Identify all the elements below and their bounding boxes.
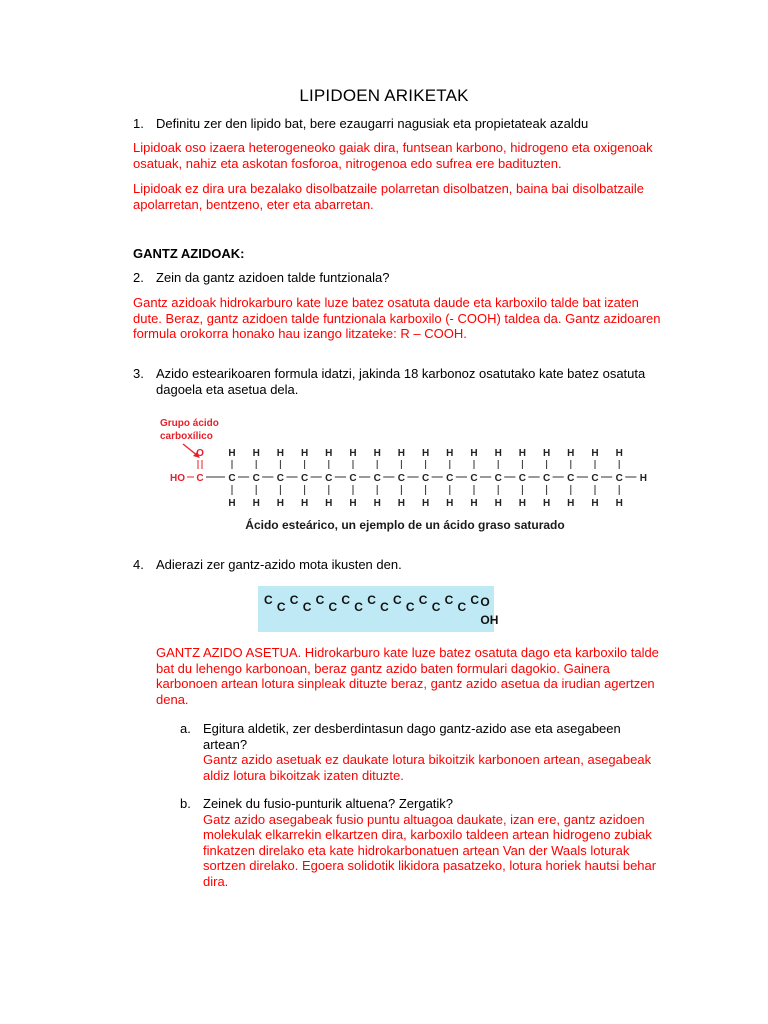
chain-hydrogen: H xyxy=(325,448,333,459)
chain-hydrogen: H xyxy=(276,498,285,509)
zigzag-carbon: C xyxy=(418,593,428,607)
chain-carbon: C xyxy=(446,473,454,484)
chain-hydrogen: H xyxy=(373,498,381,509)
carboxyl-carbon: C xyxy=(196,473,204,484)
zigzag-carbon: C xyxy=(264,593,273,607)
chain-carbon: C xyxy=(494,473,502,484)
answer-line: Lipidoak ez dira ura bezalako disolbatzaile polarretan disolbatzen, baina bai disolbatzaile xyxy=(133,181,644,196)
question-4-number: 4. xyxy=(133,557,144,572)
answer-line: Lipidoak oso izaera heterogeneoko gaiak dira, funtsean karbono, hidrogeno eta oxigenoak xyxy=(133,140,653,155)
chain-hydrogen: H xyxy=(252,448,260,459)
chain-hydrogen: H xyxy=(446,498,454,509)
chain-hydrogen: H xyxy=(615,448,623,459)
figure-label-line-2: carboxílico xyxy=(160,431,213,442)
chain-carbon: C xyxy=(470,473,478,484)
chain-carbon: C xyxy=(349,473,357,484)
chain-carbon: C xyxy=(228,473,236,484)
chain-hydrogen: H xyxy=(228,448,236,459)
chain-hydrogen: H xyxy=(421,498,430,509)
chain-hydrogen: H xyxy=(518,498,527,509)
answer-line: aldiz lotura bikoitzak izaten dituzte. xyxy=(203,767,404,783)
chain-hydrogen: H xyxy=(252,498,260,509)
hydroxyl-group: HO xyxy=(170,473,185,484)
answer-line: karbonoen artean lotura sinpleak dituzte beraz, gantz azido asetua da irudian agertzen xyxy=(156,676,655,691)
chain-hydrogen: H xyxy=(470,498,478,509)
chain-carbon: C xyxy=(567,473,575,484)
chain-hydrogen: H xyxy=(373,448,381,459)
chain-hydrogen: H xyxy=(567,498,575,509)
chain-hydrogen: H xyxy=(421,448,430,459)
answer-line: sortzen direlako. Egoera solidotik likidora pasatzeko, lotura horiek hautsi behar xyxy=(203,858,657,873)
chain-carbon: C xyxy=(397,473,406,484)
chain-hydrogen: H xyxy=(591,448,599,459)
question-line: Azido estearikoaren formula idatzi, jakinda 18 karbonoz osatutako kate batez osatuta xyxy=(156,366,646,381)
chain-hydrogen: H xyxy=(518,448,527,459)
chain-hydrogen: H xyxy=(397,498,406,509)
chain-carbon: C xyxy=(421,473,430,484)
figure-caption: Ácido esteárico, un ejemplo de un ácido graso saturado xyxy=(245,518,565,532)
chain-carbon: C xyxy=(325,473,333,484)
chain-hydrogen: H xyxy=(542,448,551,459)
sub-question-a xyxy=(203,721,651,783)
question-2-text: Zein da gantz azidoen talde funtzionala? xyxy=(156,270,390,285)
chain-carbon: C xyxy=(252,473,260,484)
answer-line: finkatzen direlako eta kate hidrokarbonatuen artean Van der Waals loturak xyxy=(203,842,630,858)
answer-line: formula orokorra honako hau izango litzateke: R – COOH. xyxy=(133,326,467,341)
chain-hydrogen: H xyxy=(591,498,599,509)
question-3-number: 3. xyxy=(133,366,144,381)
sub-question-b xyxy=(203,796,656,889)
chain-hydrogen: H xyxy=(349,498,357,509)
question-line: Egitura aldetik, zer desberdintasun dago gantz-azido ase eta asegabeen xyxy=(203,721,621,736)
hydroxyl-oh: OH xyxy=(480,613,499,627)
question-line: Zeinek du fusio-punturik altuena? Zergatik? xyxy=(203,796,454,811)
answer-line: GANTZ AZIDO ASETUA. Hidrokarburo kate luze batez osatuta dago eta karboxilo talde xyxy=(156,645,659,660)
chain-carbon: C xyxy=(615,473,623,484)
zigzag-carbon: C xyxy=(444,593,454,607)
chain-hydrogen: H xyxy=(300,448,309,459)
stearic-acid-structure-figure xyxy=(150,410,660,540)
zigzag-carbon: C xyxy=(302,600,312,614)
question-3-text xyxy=(156,366,645,397)
zigzag-carbon: C xyxy=(380,600,389,614)
question-line: artean? xyxy=(203,736,248,752)
question-1-text: Definitu zer den lipido bat, bere ezaugarri nagusiak eta propietateak azaldu xyxy=(156,116,589,131)
zigzag-carbon: C xyxy=(289,593,299,607)
zigzag-carbon: C xyxy=(341,593,351,607)
page-title: LIPIDOEN ARIKETAK xyxy=(299,86,469,105)
sub-question-b-label: b. xyxy=(180,796,191,811)
sub-question-a-label: a. xyxy=(180,721,191,736)
answer-line: Gantz azidoak hidrokarburo kate luze batez osatuta daude eta karboxilo talde bat izaten xyxy=(133,295,639,310)
fatty-acid-chain-figure xyxy=(258,586,499,632)
answer-line: dira. xyxy=(203,873,229,889)
zigzag-carbon: C xyxy=(405,600,415,614)
figure-label-line-1: Grupo ácido xyxy=(160,418,219,429)
answer-line: dute. Beraz, gantz azidoen talde funtzionala karboxilo (- COOH) taldea da. Gantz azidoaren xyxy=(133,310,661,326)
answer-line: molekulak elkarrekin elkartzen dira, karboxilo taldeen artean hidrogeno zubiak xyxy=(203,827,652,842)
zigzag-carbon: C xyxy=(470,593,480,607)
chain-hydrogen: H xyxy=(542,498,551,509)
chain-carbon: C xyxy=(542,473,551,484)
chain-hydrogen: H xyxy=(325,498,333,509)
chain-hydrogen: H xyxy=(615,498,623,509)
zigzag-carbon: C xyxy=(393,593,402,607)
answer-1-paragraph-1 xyxy=(133,140,653,171)
zigzag-carbon: C xyxy=(315,593,325,607)
chain-hydrogen: H xyxy=(494,498,502,509)
chain-carbon: C xyxy=(518,473,527,484)
chain-carbon: C xyxy=(373,473,381,484)
chain-hydrogen: H xyxy=(446,448,454,459)
carbonyl-oxygen: O xyxy=(480,595,490,609)
chain-hydrogen: H xyxy=(300,498,309,509)
chain-hydrogen: H xyxy=(228,498,236,509)
answer-line: dena. xyxy=(156,691,189,707)
chain-hydrogen: H xyxy=(397,448,406,459)
chain-carbon: C xyxy=(276,473,285,484)
question-4-text: Adierazi zer gantz-azido mota ikusten den. xyxy=(156,557,402,572)
zigzag-carbon: C xyxy=(431,600,441,614)
zigzag-carbon: C xyxy=(457,600,467,614)
question-1-number: 1. xyxy=(133,116,144,131)
answer-line: Gantz azido asetuak ez daukate lotura bikoitzik karbonoen artean, asegabeak xyxy=(203,752,652,767)
section-heading: GANTZ AZIDOAK: xyxy=(133,246,245,261)
question-2-number: 2. xyxy=(133,270,144,285)
chain-hydrogen: H xyxy=(567,448,575,459)
zigzag-carbon: C xyxy=(354,600,363,614)
chain-hydrogen: H xyxy=(494,448,502,459)
answer-line: osatuak, nahiz eta askotan fosforoa, nitrogenoa edo sufrea ere badituzten. xyxy=(133,155,562,171)
chain-carbon: C xyxy=(300,473,309,484)
answer-line: apolarretan, bentzeno, eter eta abarretan. xyxy=(133,196,374,212)
terminal-hydrogen: H xyxy=(639,473,648,484)
answer-1-paragraph-2 xyxy=(133,181,644,212)
carboxyl-oxygen: O xyxy=(196,448,204,459)
carbon-chain xyxy=(206,448,647,509)
zigzag-carbon: C xyxy=(328,600,338,614)
answer-4 xyxy=(156,645,659,707)
chain-hydrogen: H xyxy=(470,448,478,459)
chain-carbon: C xyxy=(591,473,599,484)
answer-line: bat du lehengo karbonoan, beraz gantz azido baten formulari dagokio. Gainera xyxy=(156,660,610,676)
chain-hydrogen: H xyxy=(276,448,285,459)
zigzag-carbon: C xyxy=(367,593,376,607)
question-line: dagoela eta asetua dela. xyxy=(156,381,299,397)
chain-hydrogen: H xyxy=(349,448,357,459)
answer-line: Gatz azido asegabeak fusio puntu altuagoa daukate, izan ere, gantz azidoen xyxy=(203,811,645,827)
zigzag-carbon: C xyxy=(276,600,286,614)
answer-2 xyxy=(133,295,661,342)
